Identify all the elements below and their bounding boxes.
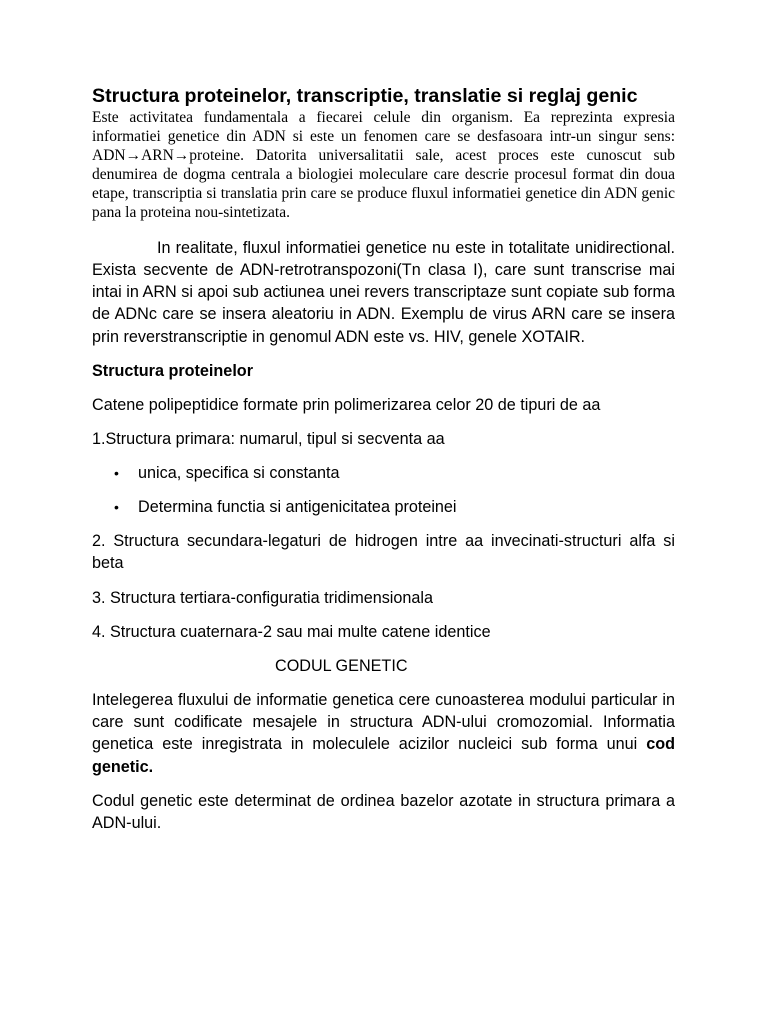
bullet-icon: • (114, 499, 119, 516)
genetic-code-bold-term: cod genetic. (92, 735, 675, 776)
intro-paragraph: Este activitatea fundamentala a fiecarei celule din organism. Ea reprezinta expresia informatiei genetice din ADN si este un fenomen care se desfasoara intr-un singur sens: ADN→ARN→proteine. Datorita universalitatii sale, acest proces este cunoscut sub denumirea de dogma centrala a biologiei moleculare care descrie procesul format din doua etape, transcriptia si translatia prin care se produce fluxul informatiei genetice din ADN genic pana la proteina nou-sintetizata. (92, 109, 675, 222)
document-page (92, 84, 675, 846)
document-title: Structura proteinelor, transcriptie, translatie si reglaj genic (92, 85, 638, 107)
bullet-icon: • (114, 465, 119, 482)
list-item (92, 496, 675, 518)
list-item (92, 462, 675, 484)
retrotransposon-paragraph: In realitate, fluxul informatiei genetice nu este in totalitate unidirectional. Exista secvente de ADN-retrotranspozoni(Tn clasa I), care sunt transcrise mai intai in ARN si apoi sub actiunea unei revers transcriptaze sunt copiate sub forma de ADNc care se insera aleatoriu in ADN. Exemplu de virus ARN care se insera prin reverstranscriptie in genomul ADN este vs. HIV, genele XOTAIR. (92, 238, 675, 346)
primary-structure-bullets (92, 462, 675, 518)
polypeptide-line: Catene polipeptidice formate prin polimerizarea celor 20 de tipuri de aa (92, 396, 601, 415)
list-item-text: unica, specifica si constanta (138, 464, 340, 483)
section-heading-protein-structure: Structura proteinelor (92, 362, 253, 381)
list-item-text: Determina functia si antigenicitatea proteinei (138, 498, 457, 517)
genetic-code-paragraph (92, 689, 675, 778)
tertiary-structure-line: 3. Structura tertiara-configuratia tridimensionala (92, 588, 433, 607)
section-heading-genetic-code: CODUL GENETIC (275, 656, 408, 675)
genetic-code-definition: Codul genetic este determinat de ordinea bazelor azotate in structura primara a ADN-ului. (92, 791, 675, 833)
quaternary-structure-line: 4. Structura cuaternara-2 sau mai multe catene identice (92, 622, 491, 641)
genetic-code-text: Intelegerea fluxului de informatie genetica cere cunoasterea modului particular in care sunt codificate mesajele in structura ADN-ului cromozomial. Informatia genetica este inregistrata in moleculele acizilor nucleici sub forma unui (92, 690, 675, 754)
secondary-structure-line: 2. Structura secundara-legaturi de hidrogen intre aa invecinati-structuri alfa si beta (92, 532, 675, 573)
primary-structure-line: 1.Structura primara: numarul, tipul si secventa aa (92, 430, 445, 449)
